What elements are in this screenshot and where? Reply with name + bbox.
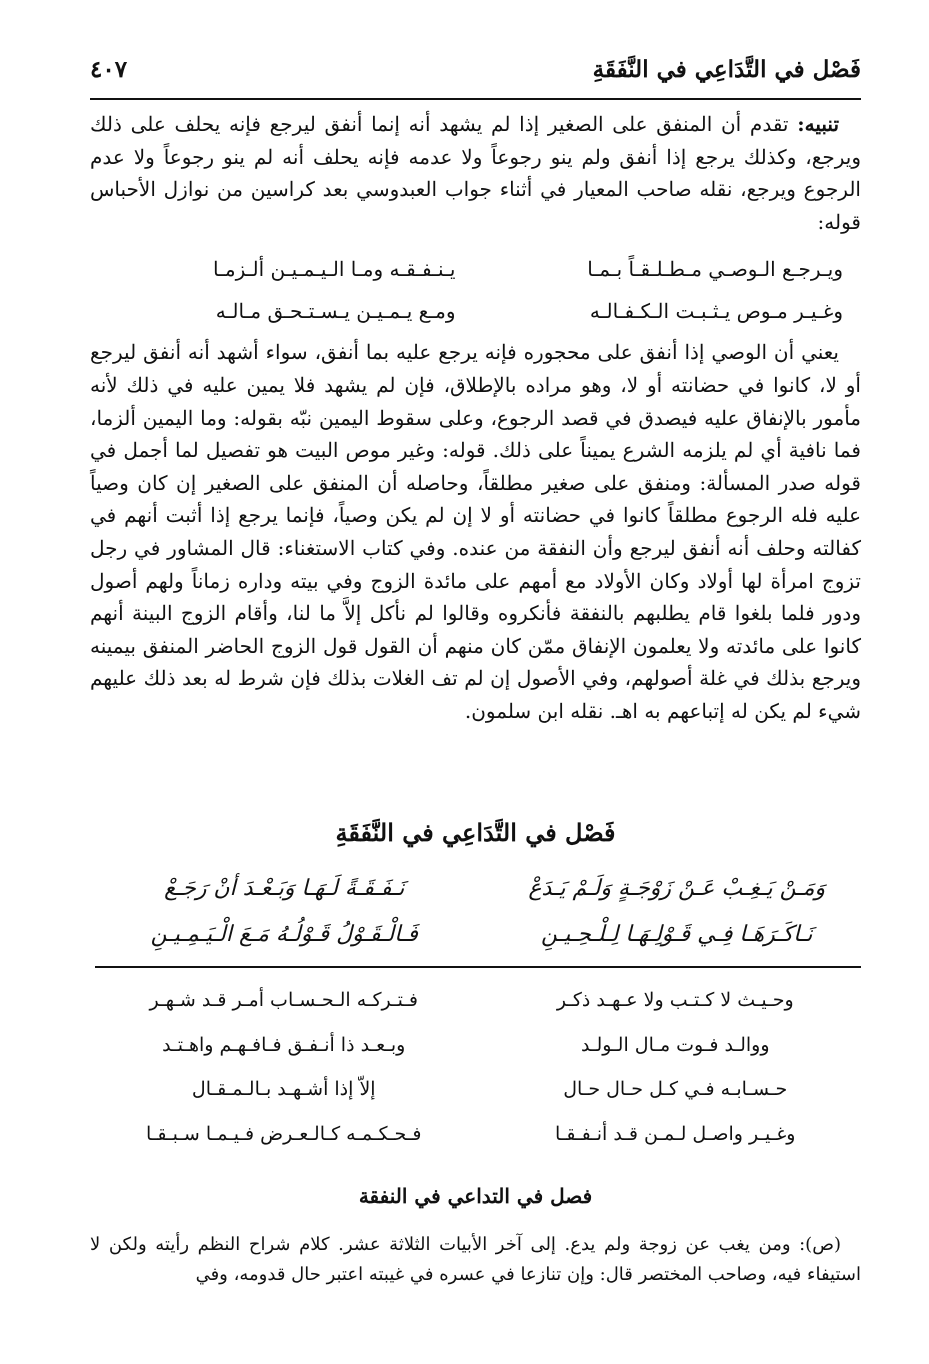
hemistich: وَمَـنْ يَـغِـبْ عَـنْ زَوْجَـةٍ وَلَـمْ يَـدَعْ xyxy=(528,876,826,901)
hemistich: وغـيـر واصـل لـمـن قـد أنـفـقـا xyxy=(555,1122,796,1145)
hemistich: نَـفَـقَـةً لَـهَـا وَبَـعْـدَ أنْ رَجَـعْ xyxy=(164,876,405,901)
paragraph: يعني أن الوصي إذا أنفق على محجوره فإنه يرجع عليه بما أنفق، سواء أشهد أنه أنفق ليرجع أو لا، كانوا في حضانته أو لا، وهو مراده بالإطلاق، فإن لم يشهد فلا يمين عليه في ذلك لأنه مأمور بالإنفاق عليه فيصدق في قصد الرجوع، وعلى سقوط اليمين نبّه بقوله: وما اليمين ألزما، فما نافية أي لم يلزمه الشرع يميناً على ذلك. قوله: وغير موص البيت هو تفصيل لما أجمل في قوله صدر المسألة: ومنفق على صغير مطلقاً، وحاصله أن المنفق على الصغير إن كان وصياً عليه فله الرجوع مطلقاً كانوا في حضانته أو لا إن لم يكن وصياً، فإنما يرجع إذا أثبت أنهم في كفالته وحلف أنه أنفق ليرجع وأن النفقة من عنده. وفي كتاب الاستغناء: قال المشاور في رجل تزوج امرأة لها أولاد وكان الأولاد مع أمهم على مائدة الزوج وفي بيته وداره زماناً ولهم أصول ودور فلما بلغوا قام يطلبهم بالنفقة فأنكروه وقالوا لم نأكل إلاَّ ما لنا، وأقام الزوج البينة أنهم كانوا على مائدته ولا يعلمون الإنفاق ممّن كان منهم أن القول قول الزوج الحاضر المنفق بيمينه ويرجع بذلك في غلة أصولهم، وفي الأصول إن لم تف الغلات بذلك فإن شرط له بعد ذلك عليهم شيء لم يكن له إتباعهم به اهـ. نقله ابن سلمون. xyxy=(90,340,861,723)
hemistich: نَـاكَـرَهَـا فِـي قَـوْلِـهَـا لِـلْـحِـيـنِ xyxy=(541,922,813,947)
hemistich: فـتـركـه الـحـسـاب أمـر قـد شـهـر xyxy=(149,989,418,1011)
main-text xyxy=(90,108,861,728)
hemistich: فَـالْـقَـوْلُ قَـوْلُـهُ مَـعَ الْـيَـمِـيـنِ xyxy=(150,922,418,947)
paragraph-text: تقدم أن المنفق على الصغير إذا لم يشهد أنه إنما أنفق ليرجع فإنه يحلف على ذلك ويرجع، وكذلك يرجع إذا أنفق ولم ينو رجوعاً ولا عدمه فإنه يحلف أنه لم ينو رجوعاً ولا عدم الرجوع ويرجع، نقله صاحب المعيار في أثناء جواب العبدوسي بعد كراسين من نوازل الأحباس قوله: xyxy=(90,112,861,234)
running-title: فَصْل في التَّدَاعِي في النَّفَقَةِ xyxy=(592,56,861,83)
hemistich: إلاّ إذا أشـهـد بـالـمـقـال xyxy=(191,1078,376,1100)
commentary-verses xyxy=(108,978,851,1156)
section-title: فَصْل في التَّدَاعِي في النَّفَقَةِ xyxy=(335,818,616,847)
note-label: تنبيه: xyxy=(797,112,840,136)
main-verses xyxy=(108,866,853,958)
commentary-text xyxy=(90,1230,861,1290)
quoted-poem xyxy=(108,248,843,332)
divider xyxy=(95,966,861,968)
commentary-title: فصل في التداعي في النفقة xyxy=(358,1184,593,1208)
hemistich: حـسـابـه فـي كـل حـال حـال xyxy=(563,1078,788,1100)
hemistich: ومـع يـمـيـن يـسـتـحـق مـالـه xyxy=(215,299,456,324)
paragraph: (ص): ومن يغب عن زوجة ولم يدع. إلى آخر الأبيات الثلاثة عشر. كلام شراح النظم رأيته ولكن لا استيفاء فيه، وصاحب المختصر قال: وإن تنازعا في عسره في غيبته اعتبر حال قدومه، وفي xyxy=(90,1234,861,1285)
hemistich: وحـيـث لا كـتـب ولا عـهـد ذكـر xyxy=(556,989,794,1011)
hemistich: وغـيـر مـوص يـثـبـت الـكـفـالـه xyxy=(589,299,843,324)
hemistich: وبـعـد ذا أنـفـق فـافـهـم واهـتـد xyxy=(162,1033,406,1056)
page-number: ٤٠٧ xyxy=(90,56,128,83)
page-header xyxy=(90,52,861,100)
paragraph xyxy=(90,108,861,238)
hemistich: ويـرجـع الـوصـي مـطـلـقـاً بـمـا xyxy=(587,257,843,282)
hemistich: يـنـفـقـه ومـا الـيـمـيـن ألـزمـا xyxy=(212,257,456,282)
hemistich: فـحـكـمـه كـالـعـرض فـيـمـا سـبـقـا xyxy=(146,1122,422,1145)
hemistich: ووالـد فـوت مـال الـولـد xyxy=(580,1033,770,1056)
